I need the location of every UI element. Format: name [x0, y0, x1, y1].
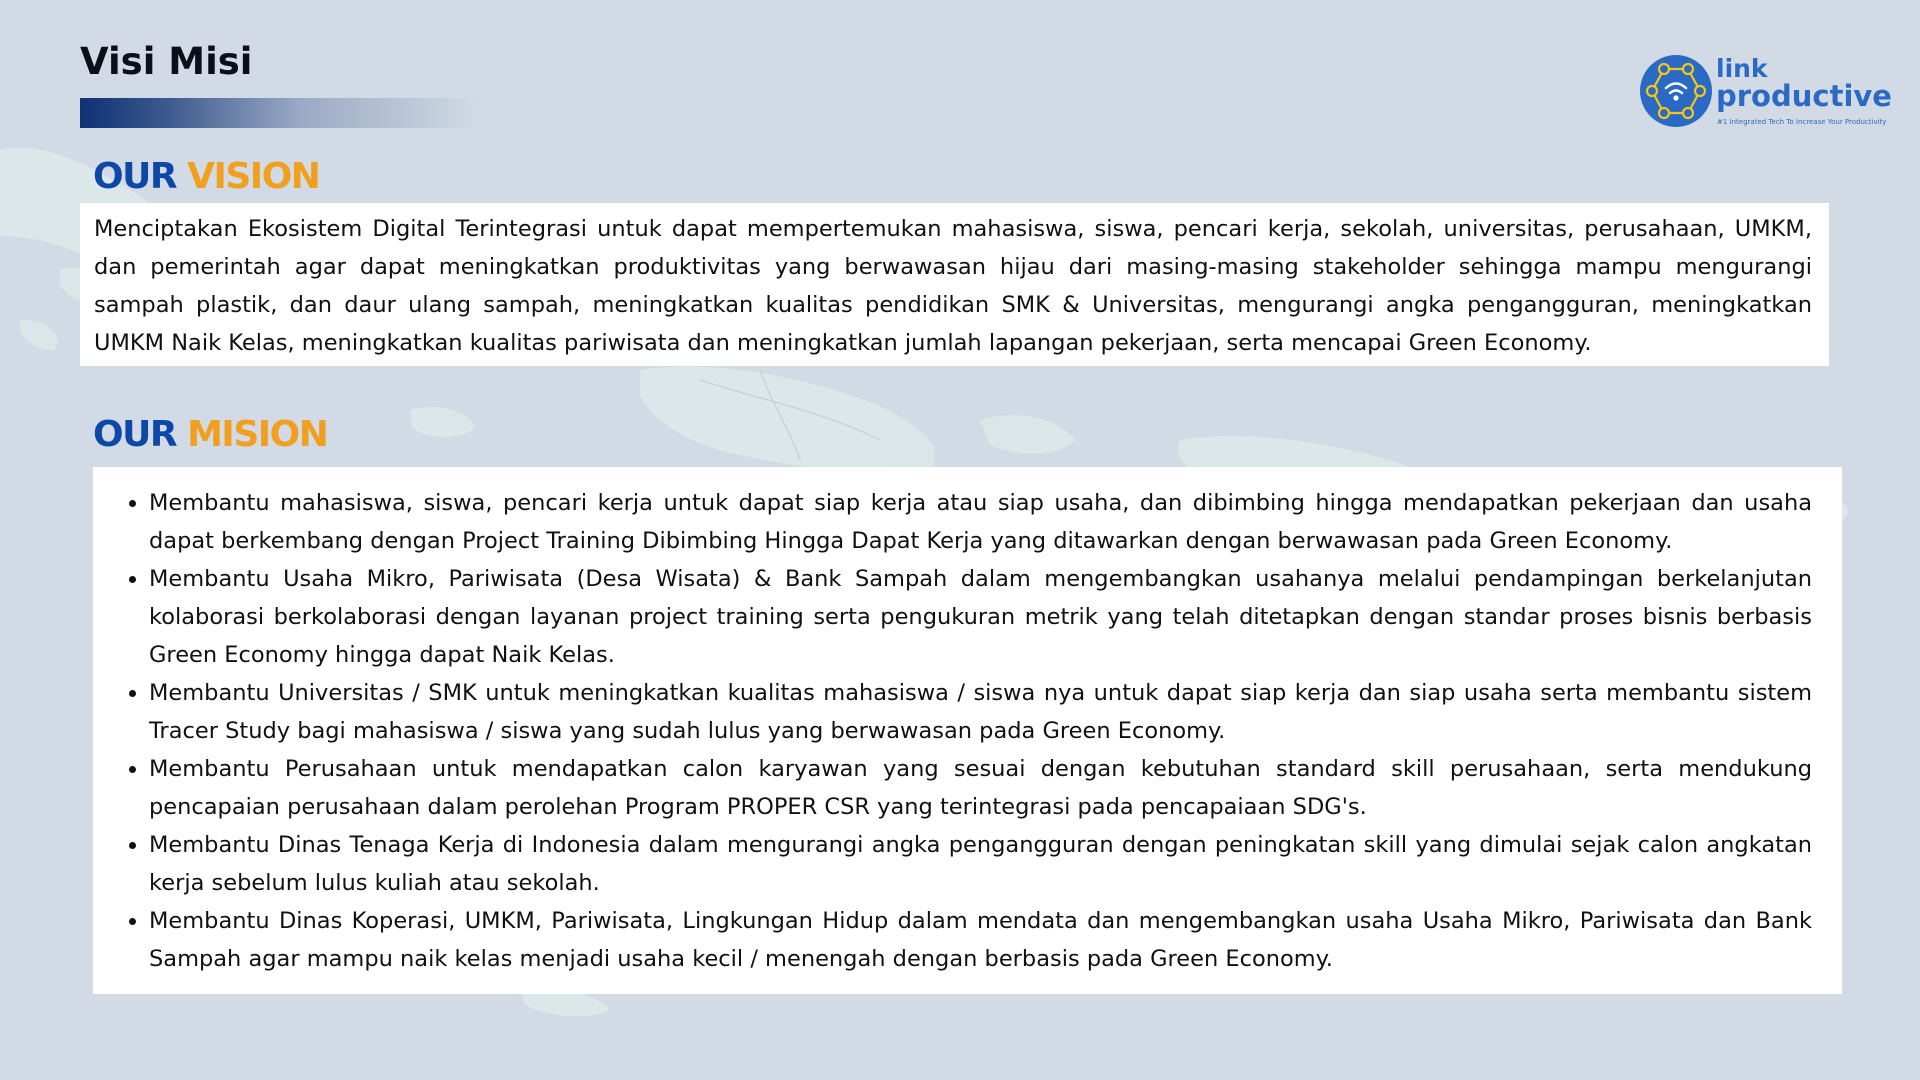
vision-heading	[93, 156, 319, 197]
mission-item: • Membantu Dinas Koperasi, UMKM, Pariwisata, Lingkungan Hidup dalam mendata dan mengembangkan usaha Usaha Mikro, Pariwisata dan Bank Sampah agar mampu naik kelas menjadi usaha kecil / menengah dengan berbasis pada Green Economy.	[149, 902, 1812, 978]
title-underline-bar	[80, 98, 480, 128]
vision-text: Menciptakan Ekosistem Digital Terintegrasi untuk dapat mempertemukan mahasiswa, siswa, pencari kerja, sekolah, universitas, perusahaan, UMKM, dan pemerintah agar dapat meningkatkan produktivitas yang berwawasan hijau dari masing-masing stakeholder sehingga mampu mengurangi sampah plastik, dan daur ulang sampah, meningkatkan kualitas pendidikan SMK & Universitas, mengurangi angka pengangguran, meningkatkan UMKM Naik Kelas, meningkatkan kualitas pariwisata dan meningkatkan jumlah lapangan pekerjaan, serta mencapai Green Economy.	[94, 216, 1812, 356]
vision-heading-our: OUR	[93, 156, 177, 197]
wifi-network-icon	[1640, 55, 1712, 127]
mission-item: • Membantu Perusahaan untuk mendapatkan calon karyawan yang sesuai dengan kebutuhan standard skill perusahaan, serta mendukung pencapaian perusahaan dalam perolehan Program PROPER CSR yang terintegrasi pada pencapaiaan SDG's.	[149, 750, 1812, 826]
mission-heading	[93, 414, 327, 455]
company-logo	[1640, 52, 1892, 134]
mission-list	[93, 484, 1812, 978]
mission-item: • Membantu Dinas Tenaga Kerja di Indonesia dalam mengurangi angka pengangguran dengan peningkatan skill yang dimulai sejak calon angkatan kerja sebelum lulus kuliah atau sekolah.	[149, 826, 1812, 902]
vision-heading-vision: VISION	[187, 156, 320, 197]
mission-heading-our: OUR	[93, 414, 177, 455]
logo-word-link: link	[1716, 54, 1768, 83]
page-title: Visi Misi	[80, 40, 253, 83]
logo-word-productive: productive	[1716, 79, 1892, 113]
vision-text-box	[80, 203, 1829, 366]
mission-item: • Membantu mahasiswa, siswa, pencari kerja untuk dapat siap kerja atau siap usaha, dan dibimbing hingga mendapatkan pekerjaan dan usaha dapat berkembang dengan Project Training Dibimbing Hingga Dapat Kerja yang ditawarkan dengan berwawasan pada Green Economy.	[149, 484, 1812, 560]
mission-list-box	[93, 467, 1842, 994]
mission-item: • Membantu Usaha Mikro, Pariwisata (Desa Wisata) & Bank Sampah dalam mengembangkan usahanya melalui pendampingan berkelanjutan kolaborasi berkolaborasi dengan layanan project training serta pengukuran metrik yang telah ditetapkan dengan standar proses bisnis berbasis Green Economy hingga dapat Naik Kelas.	[149, 560, 1812, 674]
mission-item: • Membantu Universitas / SMK untuk meningkatkan kualitas mahasiswa / siswa nya untuk dapat siap kerja dan siap usaha serta membantu sistem Tracer Study bagi mahasiswa / siswa yang sudah lulus yang berwawasan pada Green Economy.	[149, 674, 1812, 750]
mission-heading-mision: MISION	[187, 414, 328, 455]
logo-tagline: #1 Integrated Tech To Increase Your Productivity	[1717, 118, 1887, 126]
